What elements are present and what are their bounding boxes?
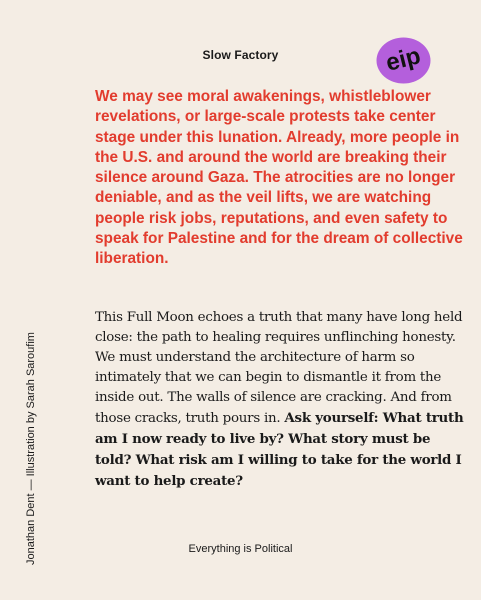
headline-quote: We may see moral awakenings, whistleblower revelations, or large-scale protests take center stage under this lunation. Already, more people in the U.S. and around the world are breaking their silence around Gaza. The atrocities are no longer deniable, and as the veil lifts, we are watching people risk jobs, reputations, and even safety to speak for Palestine and for the dream of collective liberation. (95, 88, 463, 268)
body-emphasis: Ask yourself: What truth am I now ready to live by? What story must be told? What risk am I willing to take for the world I want to help create? (95, 410, 464, 489)
body-paragraph (95, 308, 467, 492)
brand-name: Slow Factory (202, 48, 279, 62)
body-text: This Full Moon echoes a truth that many have long held close: the path to healing requires unflinching honesty. We must understand the architecture of harm so intimately that we can begin to dismantle it from the inside out. The walls of silence are cracking. And from those cracks, truth pours in. (95, 310, 463, 426)
logo-text: eip (383, 42, 424, 77)
side-credit: Jonathan Dent — Illustration by Sarah Saroufim (25, 332, 37, 565)
efp-logo-icon (376, 37, 431, 84)
footer-label: Everything is Political (188, 543, 293, 555)
